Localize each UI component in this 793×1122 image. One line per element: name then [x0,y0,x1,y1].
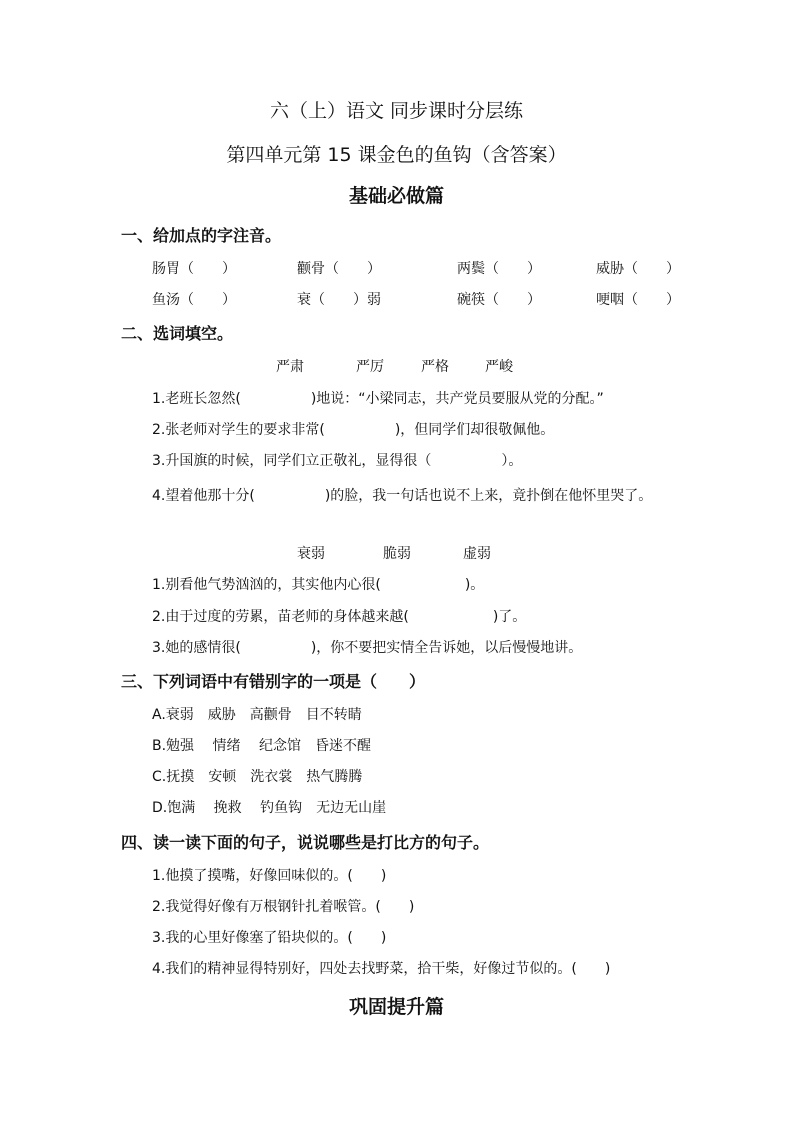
word-option: 严格 [421,359,449,375]
word-option: 严厉 [356,359,384,375]
word-option: 严峻 [485,359,513,375]
pinyin-item: 鱼汤（ ） [152,292,236,308]
part-heading-basic: 基础必做篇 [348,185,444,207]
fill-question: 1.别看他气势汹汹的，其实他内心很( )。 [152,577,485,593]
fill-question: 3.她的感情很( )，你不要把实情全告诉她，以后慢慢地讲。 [152,640,583,656]
section-1-heading: 一、给加点的字注音。 [121,226,282,245]
fill-question: 1.老班长忽然( )地说：“小梁同志，共产党员要服从党的分配。” [152,391,604,407]
simile-question: 4.我们的精神显得特别好，四处去找野菜，拾干柴，好像过节似的。( ) [152,961,611,977]
word-option: 脆弱 [383,546,411,562]
choice-option: D.饱满 挽救 钓鱼钩 无边无山崖 [152,800,387,816]
section-2-heading: 二、选词填空。 [121,324,234,343]
simile-question: 3.我的心里好像塞了铅块似的。( ) [152,930,387,946]
pinyin-item: 哽咽（ ） [596,292,680,308]
pinyin-item: 碗筷（ ） [457,292,541,308]
pinyin-item: 衰（ ）弱 [297,292,381,308]
pinyin-item: 肠胃（ ） [152,261,236,277]
word-option: 衰弱 [297,546,325,562]
word-option: 严肃 [276,359,304,375]
section-4-heading: 四、读一读下面的句子，说说哪些是打比方的句子。 [121,833,490,852]
fill-question: 2.由于过度的劳累，苗老师的身体越来越( )了。 [152,609,527,625]
simile-question: 1.他摸了摸嘴，好像回味似的。( ) [152,868,387,884]
part-heading-advanced: 巩固提升篇 [348,996,444,1018]
section-3-heading: 三、下列词语中有错别字的一项是（ ） [121,672,426,691]
pinyin-item: 两鬓（ ） [457,261,541,277]
lesson-subtitle: 第四单元第 15 课金色的鱼钩（含答案） [226,144,567,166]
pinyin-item: 颧骨（ ） [297,261,381,277]
simile-question: 2.我觉得好像有万根钢针扎着喉管。( ) [152,899,415,915]
choice-option: C.抚摸 安顿 洗衣裳 热气腾腾 [152,769,363,785]
choice-option: B.勉强 情绪 纪念馆 昏迷不醒 [152,738,371,754]
fill-question: 4.望着他那十分( )的脸，我一句话也说不上来，竟扑倒在他怀里哭了。 [152,488,653,504]
pinyin-item: 威胁（ ） [596,261,680,277]
page-title: 六（上）语文 同步课时分层练 [269,100,524,122]
choice-option: A.衰弱 威胁 高颧骨 目不转睛 [152,707,362,723]
fill-question: 2.张老师对学生的要求非常( )，但同学们却很敬佩他。 [152,422,555,438]
fill-question: 3.升国旗的时候，同学们立正敬礼，显得很（ ）。 [152,453,523,469]
word-option: 虚弱 [463,546,491,562]
